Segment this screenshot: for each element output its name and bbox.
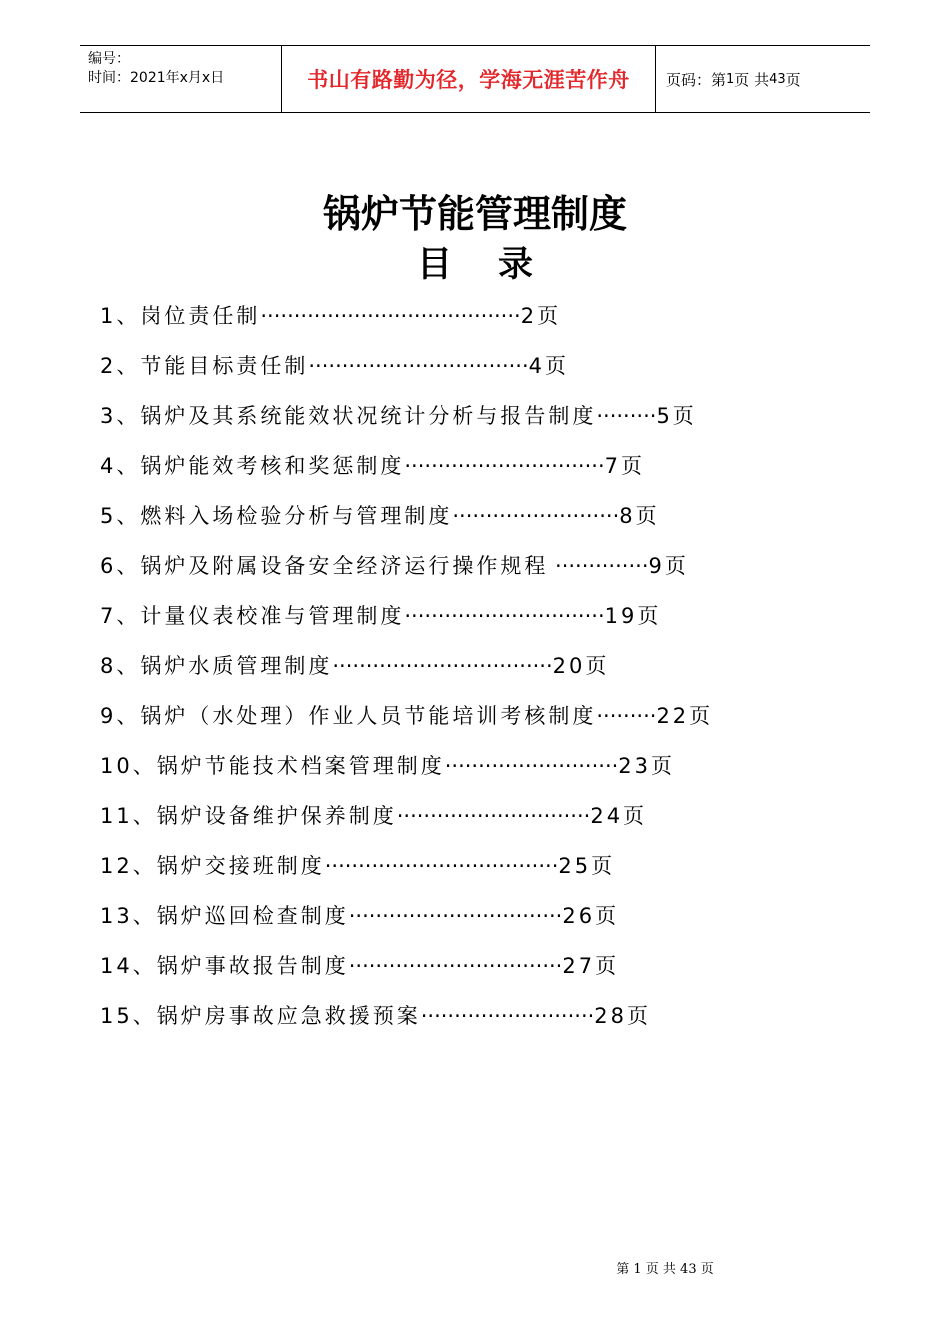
toc-item[interactable] bbox=[100, 946, 840, 996]
toc-item[interactable] bbox=[100, 596, 840, 646]
toc-item-leader: ········· bbox=[596, 704, 657, 728]
toc-item-title: 7、计量仪表校准与管理制度 bbox=[100, 604, 405, 628]
toc-item[interactable] bbox=[100, 896, 840, 946]
toc-item-leader: ·············· bbox=[548, 554, 649, 578]
toc-item-leader: ································ bbox=[348, 954, 563, 978]
page-current: 1 bbox=[726, 71, 735, 87]
document-number-label: 编号： bbox=[88, 51, 130, 67]
toc-item-page: 9页 bbox=[648, 554, 689, 578]
toc-item[interactable] bbox=[100, 346, 840, 396]
toc-item-title: 4、锅炉能效考核和奖惩制度 bbox=[100, 454, 405, 478]
toc-item-leader: ························· bbox=[452, 504, 620, 528]
toc-item[interactable] bbox=[100, 796, 840, 846]
toc-item[interactable] bbox=[100, 396, 840, 446]
toc-item-page: 23页 bbox=[618, 754, 676, 778]
toc-item-title: 8、锅炉水质管理制度 bbox=[100, 654, 333, 678]
toc-item-leader: ································· bbox=[308, 354, 529, 378]
toc-item[interactable] bbox=[100, 746, 840, 796]
toc-item-page: 28页 bbox=[594, 1004, 652, 1028]
page-total: 43 bbox=[769, 71, 786, 87]
header-meta bbox=[80, 46, 282, 112]
toc-item-title: 12、锅炉交接班制度 bbox=[100, 854, 325, 878]
toc-item-title: 6、锅炉及附属设备安全经济运行操作规程 bbox=[100, 554, 549, 578]
toc-item-title: 10、锅炉节能技术档案管理制度 bbox=[100, 754, 445, 778]
toc-item-page: 20页 bbox=[552, 654, 610, 678]
page-suffix: 页 bbox=[785, 70, 801, 89]
page-header bbox=[80, 45, 870, 113]
toc-item-title: 15、锅炉房事故应急救援预案 bbox=[100, 1004, 421, 1028]
toc-item-title: 3、锅炉及其系统能效状况统计分析与报告制度 bbox=[100, 404, 597, 428]
toc-item-page: 19页 bbox=[604, 604, 662, 628]
toc-item-page: 8页 bbox=[619, 504, 660, 528]
page-prefix: 页码：第 bbox=[666, 70, 727, 89]
toc-item-page: 22页 bbox=[656, 704, 714, 728]
toc-item[interactable] bbox=[100, 696, 840, 746]
toc-item-leader: ·························· bbox=[420, 1004, 595, 1028]
toc-item-page: 25页 bbox=[558, 854, 616, 878]
toc-item[interactable] bbox=[100, 496, 840, 546]
toc-item-title: 5、燃料入场检验分析与管理制度 bbox=[100, 504, 453, 528]
toc-item-page: 7页 bbox=[604, 454, 646, 478]
toc-item-title: 14、锅炉事故报告制度 bbox=[100, 954, 349, 978]
toc-item[interactable] bbox=[100, 546, 840, 596]
toc-item-title: 13、锅炉巡回检查制度 bbox=[100, 904, 349, 928]
toc-item-title: 1、岗位责任制 bbox=[100, 304, 261, 328]
page-mid: 页 共 bbox=[734, 70, 770, 89]
toc-item-title: 9、锅炉（水处理）作业人员节能培训考核制度 bbox=[100, 704, 597, 728]
toc-item-page: 4页 bbox=[528, 354, 570, 378]
toc-item[interactable] bbox=[100, 296, 840, 346]
toc-item-leader: ····························· bbox=[396, 804, 591, 828]
toc-item-leader: ······························ bbox=[404, 604, 605, 628]
toc-item-page: 5页 bbox=[656, 404, 697, 428]
toc-item-leader: ································ bbox=[348, 904, 563, 928]
toc-item[interactable] bbox=[100, 996, 840, 1046]
page-title: 锅炉节能管理制度 bbox=[322, 192, 627, 236]
toc-item-leader: ··································· bbox=[324, 854, 559, 878]
toc-item[interactable] bbox=[100, 846, 840, 896]
header-page-info bbox=[656, 46, 870, 112]
header-motto: 书山有路勤为径，学海无涯苦作舟 bbox=[282, 46, 656, 112]
toc-item-title: 2、节能目标责任制 bbox=[100, 354, 309, 378]
table-of-contents bbox=[100, 296, 840, 1046]
page-footer bbox=[0, 1258, 950, 1277]
toc-item-leader: ······································· bbox=[260, 304, 521, 328]
toc-item-title: 11、锅炉设备维护保养制度 bbox=[100, 804, 397, 828]
toc-item-leader: ········· bbox=[596, 404, 657, 428]
toc-heading: 目录 bbox=[416, 245, 579, 285]
toc-item-leader: ·························· bbox=[444, 754, 619, 778]
footer-page-number: 第 1 页 共 43 页 bbox=[616, 1262, 714, 1277]
toc-item-leader: ······························ bbox=[404, 454, 605, 478]
toc-item-leader: ································· bbox=[332, 654, 553, 678]
toc-item-page: 27页 bbox=[562, 954, 620, 978]
document-time-label: 时间：2021年x月x日 bbox=[88, 70, 225, 86]
toc-item-page: 2页 bbox=[520, 304, 562, 328]
toc-item[interactable] bbox=[100, 446, 840, 496]
toc-item-page: 24页 bbox=[590, 804, 648, 828]
toc-item[interactable] bbox=[100, 646, 840, 696]
toc-item-page: 26页 bbox=[562, 904, 620, 928]
